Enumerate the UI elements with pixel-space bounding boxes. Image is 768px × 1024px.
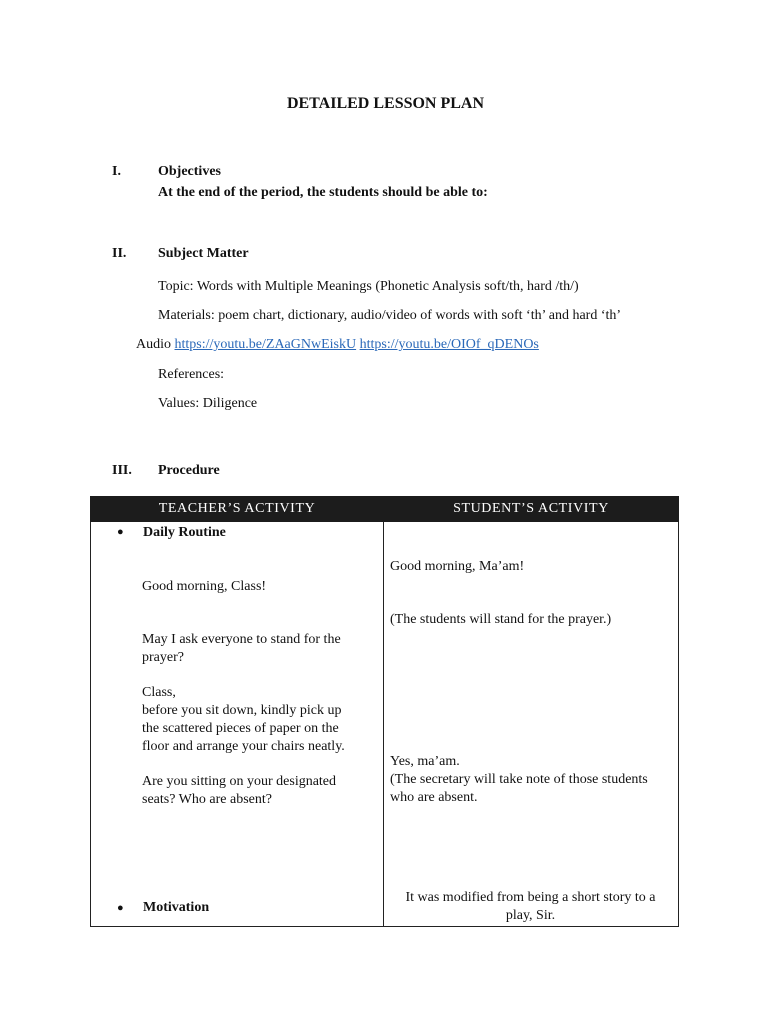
procedure-table — [90, 496, 679, 927]
bullet-daily-routine: ● — [117, 526, 124, 538]
student-prayer: (The students will stand for the prayer.) — [390, 612, 612, 627]
teacher-prayer-line-2: prayer? — [142, 650, 184, 665]
student-yes: Yes, ma’am. — [390, 754, 460, 769]
objectives-subheading: At the end of the period, the students should be able to: — [158, 185, 488, 200]
student-secretary-line-1: (The secretary will take note of those students — [390, 772, 648, 787]
audio-label: Audio — [136, 337, 171, 352]
audio-line — [136, 337, 539, 353]
teacher-seats-line-2: seats? Who are absent? — [142, 792, 272, 807]
topic-line: Topic: Words with Multiple Meanings (Phonetic Analysis soft/th, hard /th/) — [158, 279, 579, 294]
section-numeral-procedure: III. — [112, 463, 132, 478]
teacher-activity-cell — [91, 522, 384, 927]
motivation-label: Motivation — [143, 900, 210, 915]
subject-matter-heading: Subject Matter — [158, 246, 249, 261]
teacher-class-line-2: before you sit down, kindly pick up — [142, 703, 342, 718]
section-numeral-subject-matter: II. — [112, 246, 127, 261]
audio-link-1[interactable]: https://youtu.be/ZAaGNwEiskU — [174, 337, 357, 352]
section-numeral-objectives: I. — [112, 164, 121, 179]
student-greeting: Good morning, Ma’am! — [390, 559, 525, 574]
values-line: Values: Diligence — [158, 396, 258, 411]
bullet-motivation: ● — [117, 902, 124, 914]
teacher-seats-line-1: Are you sitting on your designated — [142, 774, 337, 789]
student-activity-header: STUDENT’S ACTIVITY — [384, 497, 679, 522]
teacher-class-line-1: Class, — [142, 685, 176, 700]
materials-line: Materials: poem chart, dictionary, audio/video of words with soft ‘th’ and hard ‘th’ — [158, 308, 622, 323]
teacher-class-line-3: the scattered pieces of paper on the — [142, 721, 339, 736]
objectives-heading: Objectives — [158, 164, 221, 179]
references-line: References: — [158, 367, 225, 382]
procedure-heading: Procedure — [158, 463, 220, 478]
student-activity-cell — [384, 522, 679, 927]
teacher-greeting: Good morning, Class! — [142, 579, 267, 594]
teacher-class-line-4: floor and arrange your chairs neatly. — [142, 739, 345, 754]
audio-link-2[interactable]: https://youtu.be/OIOf_qDENOs — [359, 337, 539, 352]
student-secretary-line-2: who are absent. — [390, 790, 478, 805]
teacher-activity-header: TEACHER’S ACTIVITY — [91, 497, 384, 522]
daily-routine-label: Daily Routine — [143, 525, 226, 540]
student-modified-line-1: It was modified from being a short story to a — [405, 890, 656, 905]
teacher-prayer-line-1: May I ask everyone to stand for the — [142, 632, 341, 647]
document-title: DETAILED LESSON PLAN — [286, 95, 485, 112]
student-modified-line-2: play, Sir. — [505, 908, 556, 923]
